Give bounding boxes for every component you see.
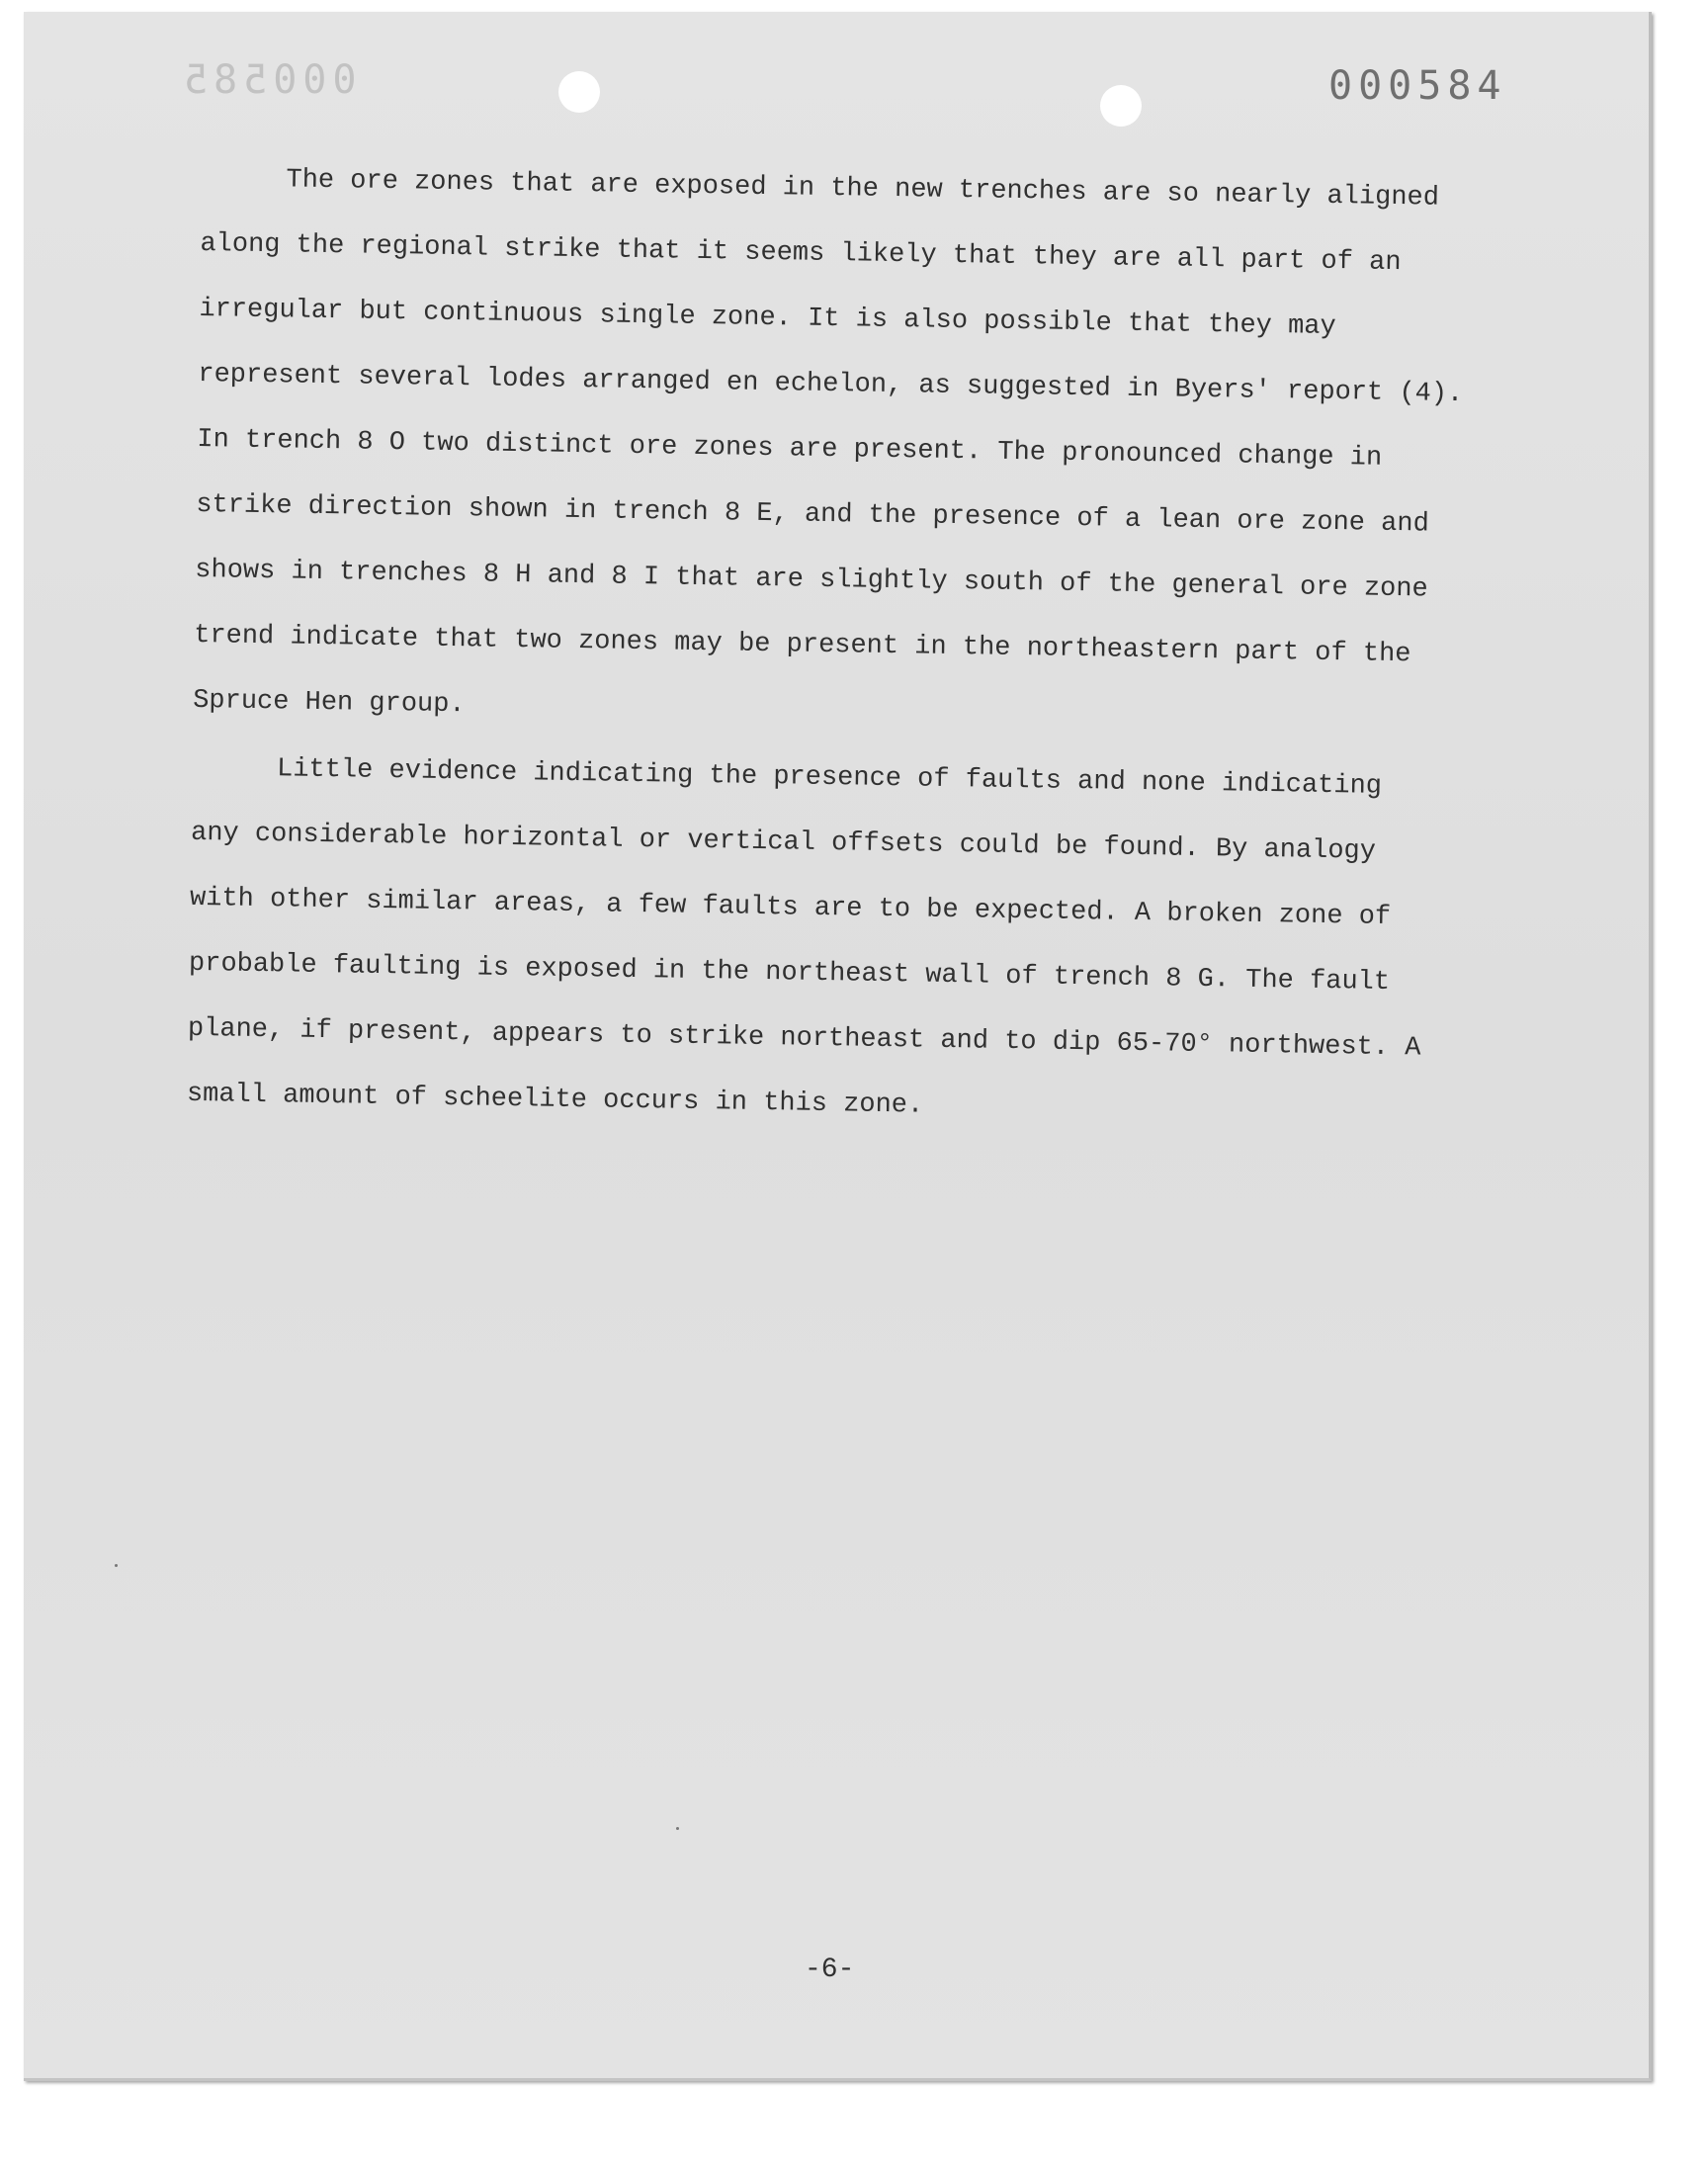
text-line: any considerable horizontal or vertical offsets could be found. By analogy (190, 818, 1377, 867)
document-number-stamp: 000584 (1328, 63, 1507, 109)
text-line: The ore zones that are exposed in the new trenches are so nearly aligned (286, 165, 1440, 214)
paper-speck (115, 1564, 118, 1567)
text-line: strike direction shown in trench 8 E, and the presence of a lean ore zone and (196, 489, 1429, 540)
paper-speck (676, 1827, 679, 1830)
text-line: small amount of scheelite occurs in this zone. (186, 1079, 924, 1121)
document-page (24, 12, 1652, 2081)
text-line: Little evidence indicating the presence of faults and none indicating (276, 754, 1383, 802)
text-line: shows in trenches 8 H and 8 I that are slightly south of the general ore zone (195, 555, 1428, 605)
text-line: represent several lodes arranged en echelon, as suggested in Byers' report (4). (198, 359, 1464, 410)
page-number: -6- (805, 1955, 855, 1985)
paragraph-faults (186, 736, 1536, 1148)
body-text (186, 146, 1545, 1148)
punch-hole-left (558, 71, 600, 113)
text-line: along the regional strike that it seems likely that they are all part of an (200, 228, 1402, 279)
text-line: Spruce Hen group. (192, 685, 466, 721)
text-line: with other similar areas, a few faults are to be expected. A broken zone of (189, 883, 1392, 932)
paragraph-ore-zones (193, 146, 1546, 754)
text-line: trend indicate that two zones may be present in the northeastern part of the (193, 620, 1411, 670)
text-line: irregular but continuous single zone. It is also possible that they may (199, 294, 1336, 343)
text-line: plane, if present, appears to strike northeast and to dip 65-70° northwest. A (187, 1013, 1421, 1064)
punch-hole-right (1100, 85, 1142, 127)
bleed-through-stamp: 000585 (178, 57, 357, 103)
text-line: probable faulting is exposed in the northeast wall of trench 8 G. The fault (188, 948, 1391, 998)
text-line: In trench 8 O two distinct ore zones are present. The pronounced change in (197, 424, 1383, 474)
